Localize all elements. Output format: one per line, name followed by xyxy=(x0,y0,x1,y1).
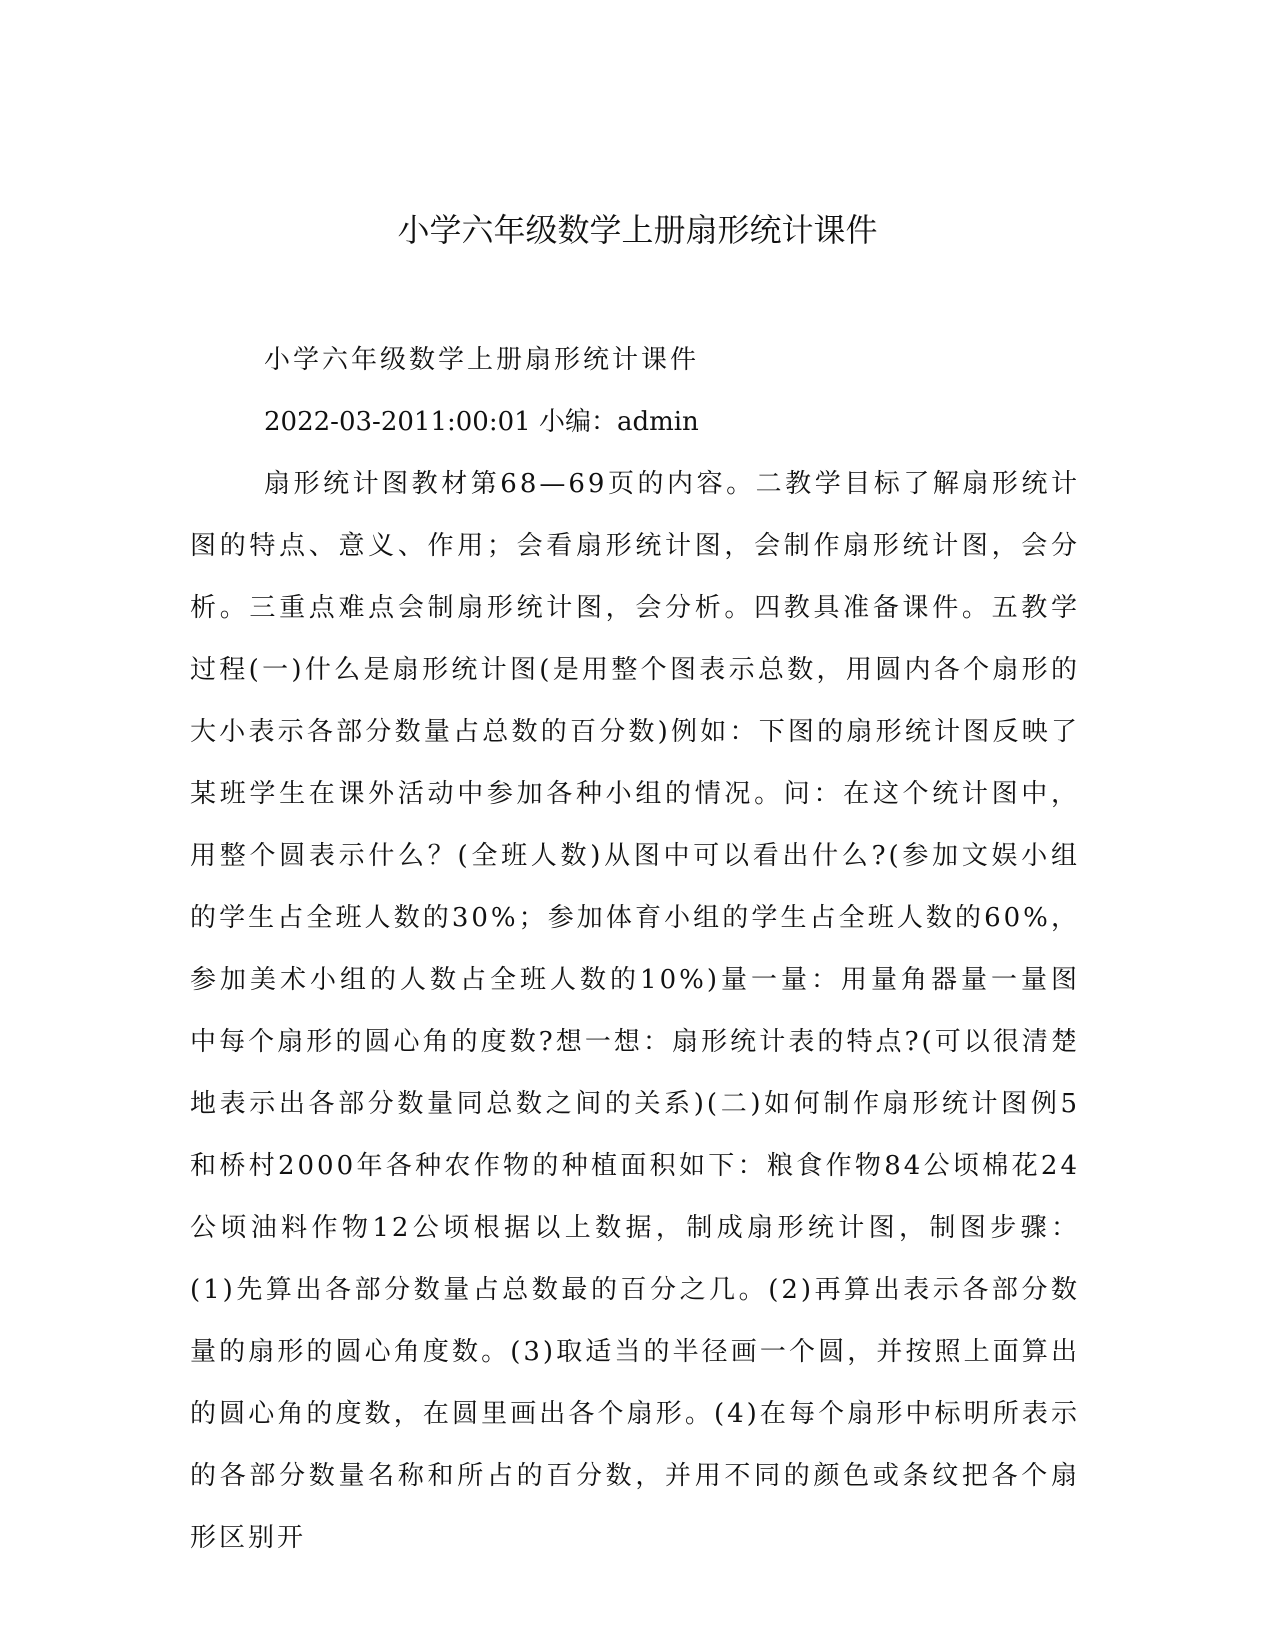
document-content xyxy=(190,329,1080,1569)
article-meta: 2022-03-2011:00:01 小编：admin xyxy=(264,407,699,437)
article-subtitle: 小学六年级数学上册扇形统计课件 xyxy=(264,345,700,375)
document-title: 小学六年级数学上册扇形统计课件 xyxy=(397,211,878,249)
article-body: 扇形统计图教材第68—69页的内容。二教学目标了解扇形统计图的特点、意义、作用；会看扇形统计图，会制作扇形统计图，会分析。三重点难点会制扇形统计图，会分析。四教具准备课件。五教学过程(一)什么是扇形统计图(是用整个图表示总数，用圆内各个扇形的大小表示各部分数量占总数的百分数)例如：下图的扇形统计图反映了某班学生在课外活动中参加各种小组的情况。问：在这个统计图中，用整个圆表示什么？(全班人数)从图中可以看出什么?(参加文娱小组的学生占全班人数的30%；参加体育小组的学生占全班人数的60%，参加美术小组的人数占全班人数的10%)量一量：用量角器量一量图中每个扇形的圆心角的度数?想一想：扇形统计表的特点?(可以很清楚地表示出各部分数量同总数之间的关系)(二)如何制作扇形统计图例5和桥村2000年各种农作物的种植面积如下：粮食作物84公顷棉花24公顷油料作物12公顷根据以上数据，制成扇形统计图，制图步骤：(1)先算出各部分数量占总数最的百分之几。(2)再算出表示各部分数量的扇形的圆心角度数。(3)取适当的半径画一个圆，并按照上面算出的圆心角的度数，在圆里画出各个扇形。(4)在每个扇形中标明所表示的各部分数量名称和所占的百分数，并用不同的颜色或条纹把各个扇形区别开 xyxy=(190,469,1080,1553)
